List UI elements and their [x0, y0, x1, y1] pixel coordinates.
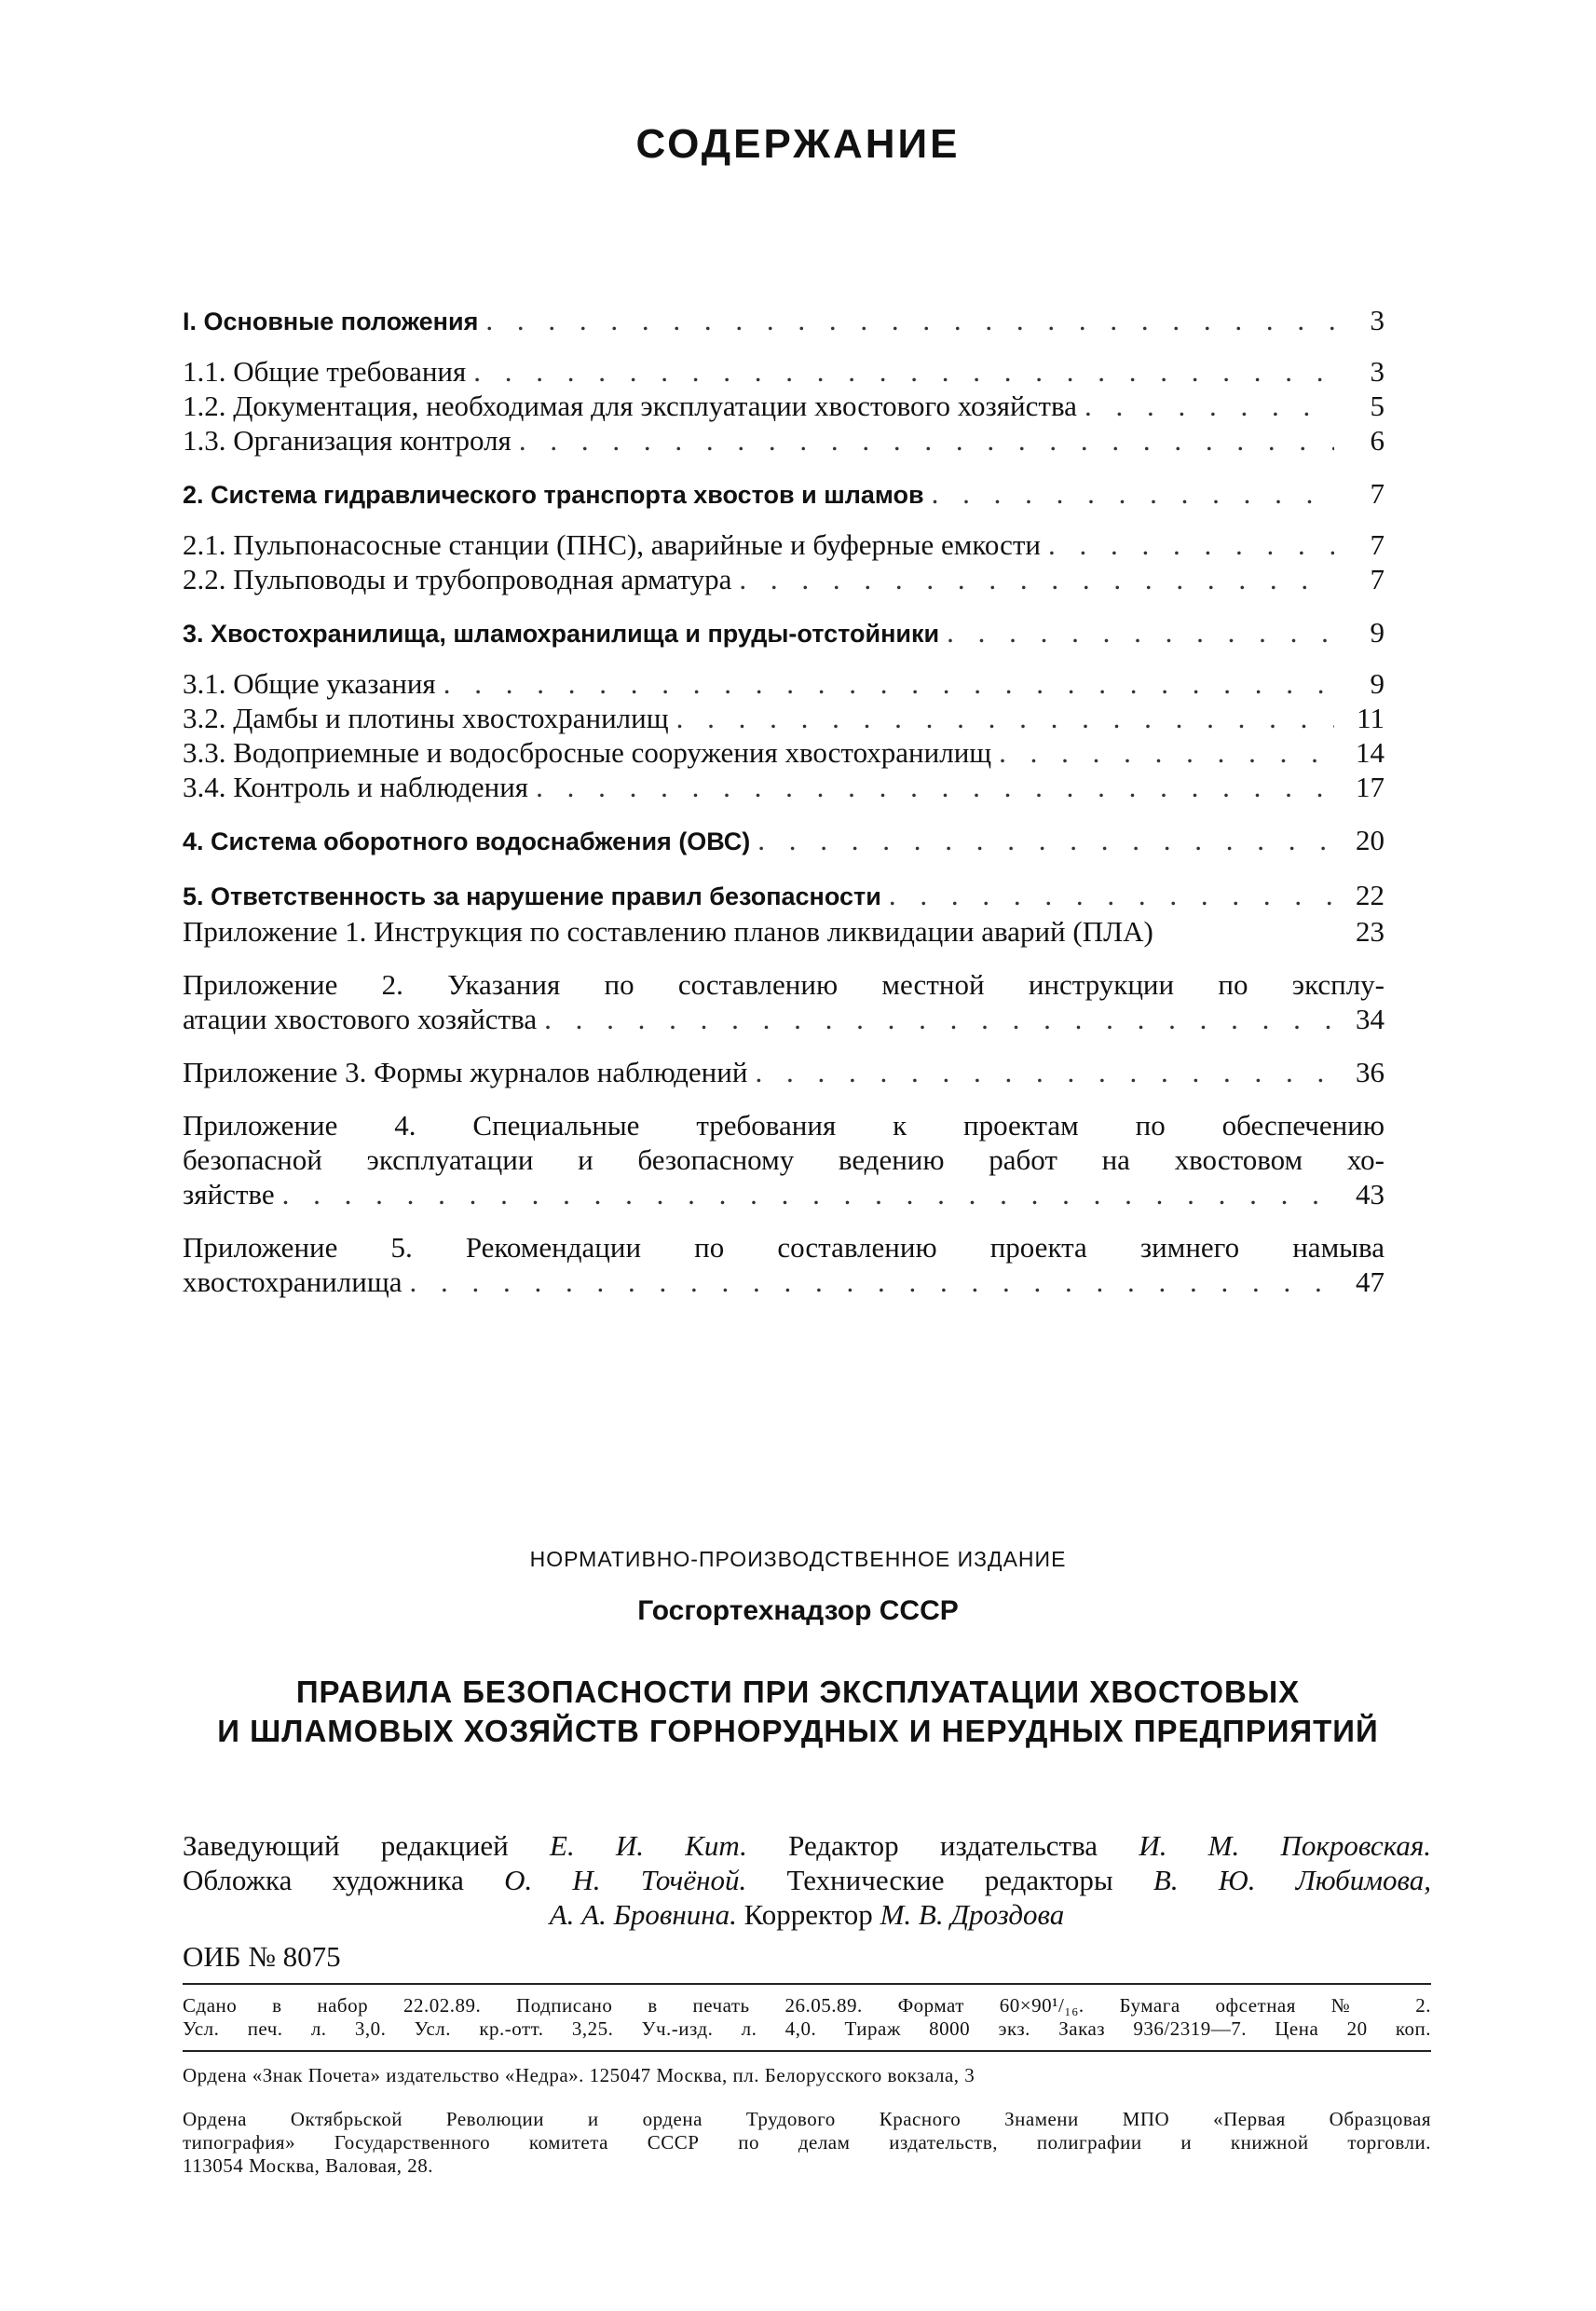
printer-line: Ордена Октябрьской Революции и ордена Трудового Красного Знамени МПО «Первая Образцовая — [183, 2108, 1431, 2130]
toc-entry-label: 2. Система гидравлического транспорта хвостов и шламов — [183, 481, 924, 509]
credit-name: В. Ю. Любимова, — [1153, 1864, 1432, 1896]
toc-entry-page: 6 — [1370, 424, 1385, 457]
credit-label: Редактор издательства — [788, 1829, 1098, 1862]
leader-dots — [443, 666, 1334, 701]
appendix-line: зяйстве — [183, 1178, 275, 1210]
leader-dots — [947, 615, 1334, 650]
toc-entry[interactable] — [183, 527, 1385, 562]
credit-label: Обложка художника — [183, 1864, 464, 1896]
toc-entry-page: 7 — [1370, 563, 1385, 595]
toc-entry-label: 1.1. Общие требования — [183, 355, 467, 388]
appendix-line: Приложение 3. Формы журналов наблюдений — [183, 1056, 748, 1088]
credits-line — [183, 1897, 1431, 1932]
credit-name: И. М. Покровская. — [1139, 1829, 1432, 1862]
toc-entry-page: 20 — [1356, 824, 1385, 856]
toc-entry[interactable] — [183, 562, 1385, 596]
leader-dots — [999, 735, 1334, 770]
credits — [183, 1828, 1431, 1932]
toc-entry-page: 43 — [1356, 1178, 1385, 1210]
divider — [183, 1983, 1431, 1985]
toc-entry-label: 1.3. Организация контроля — [183, 424, 512, 457]
toc-entry-page: 47 — [1356, 1265, 1385, 1298]
toc-entry-page: 9 — [1370, 616, 1385, 649]
leader-dots — [739, 562, 1334, 596]
leader-dots — [1048, 527, 1334, 562]
credit-name: А. А. Бровнина. — [549, 1898, 737, 1931]
credit-label: Корректор — [743, 1898, 873, 1931]
toc-appendix-entry[interactable] — [183, 1108, 1385, 1211]
toc-entry-page: 22 — [1356, 879, 1385, 911]
toc-entry-page: 17 — [1356, 771, 1385, 803]
leader-dots — [676, 701, 1334, 735]
credit-name: О. Н. Точёной. — [504, 1864, 747, 1896]
appendix-line: безопасной эксплуатации и безопасному ведению работ на хвостовом хо- — [183, 1143, 1385, 1176]
credit-name: М. В. Дроздова — [880, 1898, 1065, 1931]
toc-entry[interactable] — [183, 770, 1385, 804]
toc-entry-page: 14 — [1356, 736, 1385, 769]
toc-appendix-entry[interactable] — [183, 1230, 1385, 1299]
toc-entry[interactable] — [183, 476, 1385, 513]
toc-entry-page: 5 — [1370, 390, 1385, 422]
toc-entry-label: 3.2. Дамбы и плотины хвостохранилищ — [183, 702, 669, 734]
toc-appendix-entry[interactable] — [183, 967, 1385, 1036]
leader-dots — [409, 1265, 1334, 1299]
toc-entry-page: 3 — [1370, 355, 1385, 388]
toc-entry-page: 11 — [1357, 702, 1385, 734]
appendix-line: Приложение 4. Специальные требования к проектам по обеспечению — [183, 1109, 1385, 1142]
toc-entry-label: 2.1. Пульпонасосные станции (ПНС), аварийные и буферные емкости — [183, 528, 1042, 561]
toc-entry-label: I. Основные положения — [183, 308, 479, 335]
toc-entry[interactable] — [183, 615, 1385, 651]
leader-dots — [932, 476, 1334, 511]
toc-entry[interactable] — [183, 735, 1385, 770]
toc-entry[interactable] — [183, 666, 1385, 701]
toc-entry-label: 4. Система оборотного водоснабжения (ОВС) — [183, 827, 751, 855]
appendix-line: хвостохранилища — [183, 1265, 402, 1298]
leader-dots — [757, 823, 1334, 857]
toc-entry[interactable] — [183, 878, 1385, 914]
oib-number: ОИБ № 8075 — [183, 1940, 341, 1973]
print-line: Усл. печ. л. 3,0. Усл. кр.-отт. 3,25. Уч.-изд. л. 4,0. Тираж 8000 экз. Заказ 936/2319—7. Цена 20 коп. — [183, 2017, 1431, 2040]
credit-label: Заведующий редакцией — [183, 1829, 509, 1862]
printer-line: типография» Государственного комитета СССР по делам издательств, полиграфии и книжной торговли. — [183, 2131, 1431, 2154]
toc-entry[interactable] — [183, 303, 1385, 339]
toc-entry-label: 3.3. Водоприемные и водосбросные сооружения хвостохранилищ — [183, 736, 992, 769]
toc-entry[interactable] — [183, 423, 1385, 458]
toc-appendix-entry[interactable] — [183, 1055, 1385, 1089]
toc-entry[interactable] — [183, 914, 1385, 949]
toc-entry-page: 9 — [1370, 667, 1385, 700]
toc-entry-label: 3.4. Контроль и наблюдения — [183, 771, 529, 803]
toc-entry-page: 36 — [1356, 1056, 1385, 1088]
leader-dots — [485, 303, 1334, 337]
print-line: Сдано в набор 22.02.89. Подписано в печать 26.05.89. Формат 60×90¹/₁₆. Бумага офсетная № 2. — [183, 1994, 1431, 2017]
toc-entry-page: 23 — [1356, 915, 1385, 948]
appendix-line: атации хвостового хозяйства — [183, 1003, 538, 1035]
agency-name: Госгортехнадзор СССР — [637, 1595, 959, 1626]
publisher-info: Ордена «Знак Почета» издательство «Недра». 125047 Москва, пл. Белорусского вокзала, 3 — [183, 2064, 975, 2086]
toc-entry-page: 7 — [1370, 528, 1385, 561]
toc-entry[interactable] — [183, 389, 1385, 423]
credits-line — [183, 1828, 1431, 1863]
toc-entry-label: Приложение 1. Инструкция по составлению планов ликвидации аварий (ПЛА) — [183, 915, 1153, 948]
book-title-line: И ШЛАМОВЫХ ХОЗЯЙСТВ ГОРНОРУДНЫХ И НЕРУДНЫХ ПРЕДПРИЯТИЙ — [217, 1714, 1379, 1748]
toc-entry-label: 1.2. Документация, необходимая для эксплуатации хвостового хозяйства — [183, 390, 1077, 422]
printer-info — [183, 2108, 1431, 2178]
toc-entry-page: 7 — [1370, 477, 1385, 510]
credits-line — [183, 1863, 1431, 1897]
book-title-line: ПРАВИЛА БЕЗОПАСНОСТИ ПРИ ЭКСПЛУАТАЦИИ ХВОСТОВЫХ — [295, 1675, 1301, 1709]
print-details — [183, 1994, 1431, 2041]
leader-dots — [536, 770, 1334, 804]
printer-line: 113054 Москва, Валовая, 28. — [183, 2154, 433, 2177]
leader-dots — [1084, 389, 1334, 423]
credit-label: Технические редакторы — [786, 1864, 1113, 1896]
toc-entry-label: 5. Ответственность за нарушение правил безопасности — [183, 882, 881, 910]
toc-entry-page: 34 — [1356, 1003, 1385, 1035]
toc-entry[interactable] — [183, 354, 1385, 389]
leader-dots — [282, 1177, 1334, 1211]
credit-name: Е. И. Кит. — [550, 1829, 747, 1862]
edition-type: НОРМАТИВНО-ПРОИЗВОДСТВЕННОЕ ИЗДАНИЕ — [529, 1547, 1067, 1571]
leader-dots — [519, 423, 1334, 458]
toc-entry[interactable] — [183, 701, 1385, 735]
leader-dots — [755, 1055, 1334, 1089]
leader-dots — [889, 878, 1334, 912]
toc-entry-label: 2.2. Пульповоды и трубопроводная арматура — [183, 563, 732, 595]
divider — [183, 2050, 1431, 2052]
toc-entry-label: 3.1. Общие указания — [183, 667, 436, 700]
toc-entry[interactable] — [183, 823, 1385, 859]
book-title — [0, 1673, 1596, 1751]
appendix-line: Приложение 5. Рекомендации по составлению проекта зимнего намыва — [183, 1231, 1385, 1264]
page-title: СОДЕРЖАНИЕ — [635, 121, 961, 167]
leader-dots — [473, 354, 1334, 389]
toc-entry-label: 3. Хвостохранилища, шламохранилища и пруды-отстойники — [183, 620, 940, 648]
toc-entry-page: 3 — [1370, 304, 1385, 336]
appendix-line: Приложение 2. Указания по составлению местной инструкции по эксплу- — [183, 968, 1385, 1001]
table-of-contents — [183, 303, 1385, 1299]
leader-dots — [544, 1002, 1334, 1036]
